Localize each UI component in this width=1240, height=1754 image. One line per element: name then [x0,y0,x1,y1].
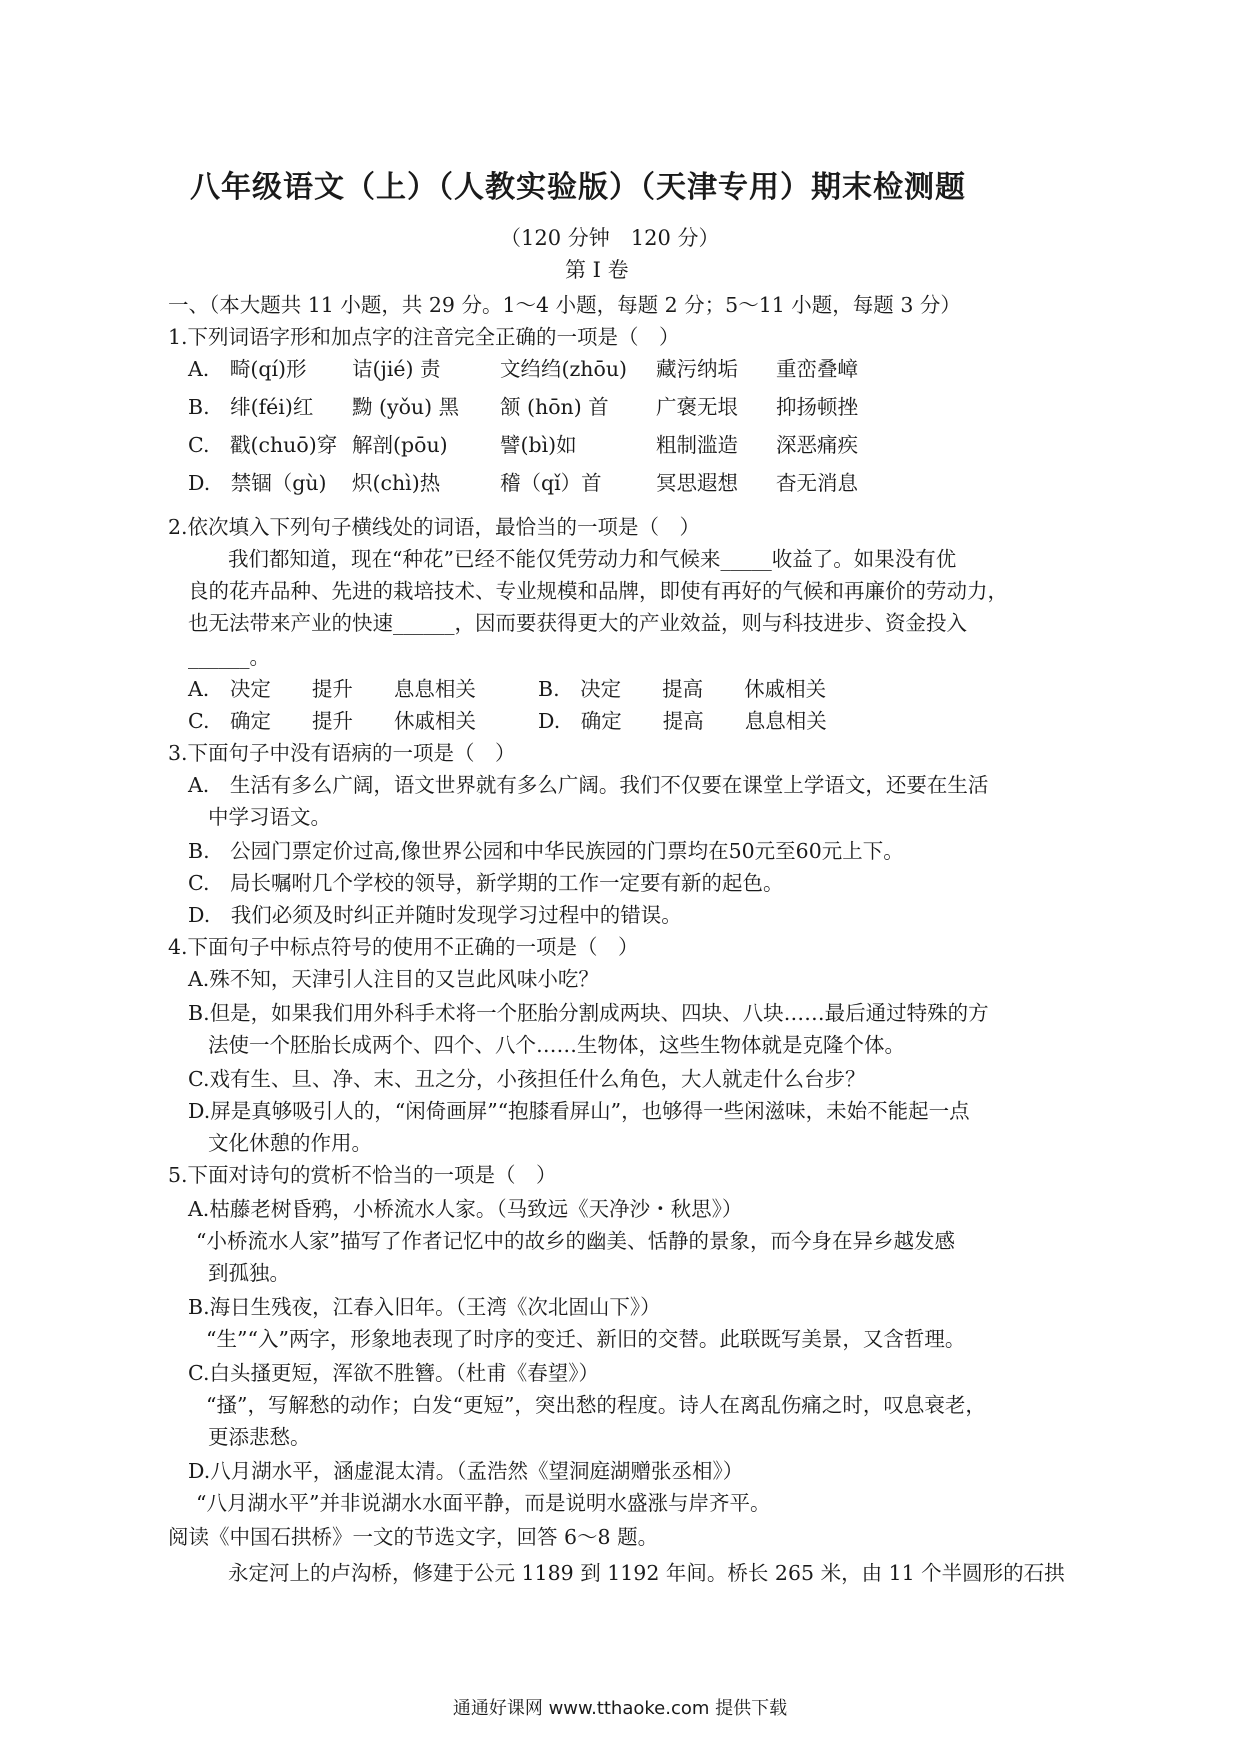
q4-option-b-line-1: B.但是，如果我们用外科手术将一个胚胎分割成两块、四块、八块……最后通过特殊的方 [188,1001,989,1025]
q2-passage-line-3: 也无法带来产业的快速______，因而要获得更大的产业效益，则与科技进步、资金投入 [188,611,967,635]
q2-option-b: B. 决定 提高 休戚相关 [538,677,827,701]
q1-a-4: 藏污纳垢 [656,357,738,381]
reading-instruction: 阅读《中国石拱桥》一文的节选文字，回答 6～8 题。 [168,1525,659,1549]
q1-b-5: 抑扬顿挫 [776,395,858,419]
q5-option-a-comment-2: 到孤独。 [208,1261,290,1285]
q2-option-d: D. 确定 提高 息息相关 [538,709,827,733]
question-5-stem: 5.下面对诗句的赏析不恰当的一项是（ ） [168,1163,557,1187]
q1-d-5: 杳无消息 [776,471,858,495]
q2-passage-line-2: 良的花卉品种、先进的栽培技术、专业规模和品牌，即使有再好的气候和再廉价的劳动力， [188,579,1008,603]
question-1-stem: 1.下列词语字形和加点字的注音完全正确的一项是（ ） [168,325,680,349]
q1-b-3: 颔 (hōn) 首 [500,395,609,419]
page-title: 八年级语文（上）（人教实验版）（天津专用）期末检测题 [190,170,966,205]
q5-option-d: D.八月湖水平，涵虚混太清。（孟浩然《望洞庭湖赠张丞相》） [188,1459,744,1483]
reading-passage-line-1: 永定河上的卢沟桥，修建于公元 1189 到 1192 年间。桥长 265 米，由 11 个半圆形的石拱 [228,1561,1065,1585]
q4-option-c: C.戏有生、旦、净、末、丑之分，小孩担任什么角色，大人就走什么台步？ [188,1067,866,1091]
q2-option-a: A. 决定 提升 息息相关 [188,677,476,701]
q5-option-a-comment-1: “小桥流水人家”描写了作者记忆中的故乡的幽美、恬静的景象，而今身在异乡越发感 [196,1229,955,1253]
q1-a-5: 重峦叠嶂 [776,357,858,381]
section-heading: 一、（本大题共 11 小题，共 29 分。1～4 小题，每题 2 分；5～11 小题，每题 3 分） [168,293,961,317]
q5-option-d-comment: “八月湖水平”并非说湖水水面平静，而是说明水盛涨与岸齐平。 [196,1491,771,1515]
q4-option-d-line-2: 文化休憩的作用。 [208,1131,372,1155]
q1-c-3: 譬(bì)如 [500,433,577,457]
q5-option-c: C.白头搔更短，浑欲不胜簪。（杜甫《春望》） [188,1361,599,1385]
q1-d-2: 炽(chì)热 [352,471,441,495]
q5-option-b: B.海日生残夜，江春入旧年。（王湾《次北固山下》） [188,1295,661,1319]
q1-c-4: 粗制滥造 [656,433,738,457]
q2-option-c: C. 确定 提升 休戚相关 [188,709,476,733]
q1-c-5: 深恶痛疾 [776,433,858,457]
q3-option-a-line-2: 中学习语文。 [208,805,331,829]
q5-option-a: A.枯藤老树昏鸦，小桥流水人家。（马致远《天净沙・秋思》） [188,1197,743,1221]
q3-option-d: D. 我们必须及时纠正并随时发现学习过程中的错误。 [188,903,682,927]
q2-passage-line-1: 我们都知道，现在“种花”已经不能仅凭劳动力和气候来_____收益了。如果没有优 [228,547,957,571]
q1-b-1: B. 绯(féi)红 [188,395,314,419]
q5-option-b-comment: “生”“入”两字，形象地表现了时序的变迁、新旧的交替。此联既写美景，又含哲理。 [206,1327,966,1351]
q1-c-2: 解剖(pōu) [352,433,448,457]
q1-d-4: 冥思遐想 [656,471,738,495]
q5-option-c-comment-2: 更添悲愁。 [208,1425,311,1449]
q4-option-d-line-1: D.屏是真够吸引人的，“闲倚画屏”“抱膝看屏山”，也够得一些闲滋味，未始不能起一点 [188,1099,970,1123]
q1-a-3: 文绉绉(zhōu) [500,357,628,381]
q1-c-1: C. 戳(chuō)穿 [188,433,338,457]
q1-b-4: 广褒无垠 [656,395,738,419]
q3-option-c: C. 局长嘱咐几个学校的领导，新学期的工作一定要有新的起色。 [188,871,784,895]
exam-duration-score: （120 分钟 120 分） [500,226,720,250]
question-2-stem: 2.依次填入下列句子横线处的词语，最恰当的一项是（ ） [168,515,701,539]
q3-option-b: B. 公园门票定价过高,像世界公园和中华民族园的门票均在50元至60元上下。 [188,839,904,863]
volume-label: 第 I 卷 [565,258,629,282]
q2-passage-line-4: ______。 [188,645,270,669]
q1-d-3: 稽（qǐ）首 [500,471,602,495]
q3-option-a-line-1: A. 生活有多么广阔，语文世界就有多么广阔。我们不仅要在课堂上学语文，还要在生活 [188,773,989,797]
q4-option-b-line-2: 法使一个胚胎长成两个、四个、八个……生物体，这些生物体就是克隆个体。 [208,1033,905,1057]
question-4-stem: 4.下面句子中标点符号的使用不正确的一项是（ ） [168,935,639,959]
q1-a-2: 诘(jié) 责 [352,357,441,381]
q1-b-2: 黝 (yǒu) 黑 [352,395,460,419]
page-footer: 通通好课网 www.tthaoke.com 提供下载 [452,1698,788,1719]
q5-option-c-comment-1: “搔”，写解愁的动作；白发“更短”，突出愁的程度。诗人在离乱伤痛之时，叹息衰老， [206,1393,986,1417]
q4-option-a: A.殊不知，天津引人注目的又岂此风味小吃？ [188,967,599,991]
q1-d-1: D. 禁锢（gù) [188,471,327,495]
q1-a-1: A. 畸(qí)形 [188,357,307,381]
question-3-stem: 3.下面句子中没有语病的一项是（ ） [168,741,516,765]
